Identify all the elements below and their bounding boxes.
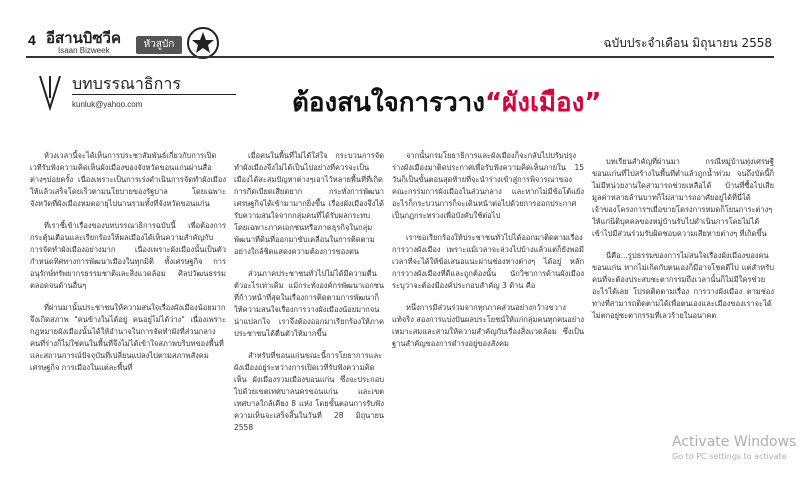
publication-logo-subtitle: Isaan Bizweek — [58, 46, 110, 55]
paragraph: ห้วงเวลานี้จะได้เห็นการประชาสัมพันธ์เกี่ยวกับการเปิดเวทีรับฟังความคิดเห็นผังเมืองของจังหวัดขอนแก่นผ่านสื่อต่างๆบ่อยครั้ง เนื่องเพราะเป็นการเร่งดำเนินการจัดทำผังเมืองให้แล้วเสร็จโดยเร็วตามนโยบายของรัฐบาล โดยเฉพาะจังหวัดที่ผังเมืองหมดอายุไปนานรวมทั้งที่จังหวัดขอนแก่น — [30, 151, 226, 208]
column-title-underline — [72, 94, 236, 95]
editorial-column-badge — [30, 70, 236, 128]
paragraph: ส่วนภาคประชาชนทั่วไปไม่ได้มีความตื่นตัวอะไรเท่าเดิม แม้กระทั่งองค์กรพัฒนาเอกชนที่ก้าวหน้าที่สุดในเรื่องการติดตามการพัฒนาก็ให้ความสนใจเรื่องการวางผังเมืองน้อยมากจนน่าแปลกใจ เราจึงต้องออกมาเรียกร้องให้ภาคประชาชนได้ตื่นตัวให้มากขึ้น — [234, 269, 384, 338]
paragraph: หนึ่งการมีส่วนร่วมจากทุกภาคส่วนอย่างกว้างขวางแท้จริง สองการแบ่งปันผลประโยชน์ให้แก่กลุ่มคนทุกคนอย่างเหมาะสมและสามให้ความสำคัญกับเรื่องสิ่งแวดล้อม ซึ่งเป็นฐานสำคัญของการดำรงอยู่ของสังคม — [392, 303, 584, 348]
paragraph: เราขอเรียกร้องให้ประชาชนทั่วไปได้ออกมาติดตามเรื่องการวางผังเมือง เพราะแม้เวลาจะล่วงไปบ้างแล้วแต่ก็ยังพอมีเวลาที่จะได้ให้ข้อเสนอแนะผ่านช่องทางต่างๆ ได้อยู่ หลักการวางผังเมืองที่ดีและถูกต้องนั้น นักวิชาการด้านผังเมืองระบุว่าจะต้องมีองค์ประกอบสำคัญ 3 ด้าน คือ — [392, 233, 584, 290]
paragraph: บทเรียนสำคัญที่ผ่านมา กรณีหมู่บ้านทุ่งเศรษฐี ขอนแก่นที่ไปสร้างในพื้นที่ต่ำแล้วถูกน้ำท่วม จนถึงบัดนี้ก็ไม่มีหน่วยงานใดสามารถช่วยเหลือได้ บ้านที่ซื้อไปเสียมูลค่าหลายล้านบาทก็ไม่สามารถอาศัยอยู่ได้ที่นี่ได้ เจ้าของโครงการฯเมื่อขายโครงการหมดก็โยนภาระต่างๆ ให้แก่นิติบุคคลของหมู่บ้านรับไปดำเนินการโดยไม่ได้เข้าไปมีส่วนร่วมรับผิดชอบความเสียหายต่างๆ ที่เกิดขึ้น — [592, 157, 774, 238]
star-badge-icon — [186, 26, 220, 60]
article-headline — [292, 82, 601, 123]
column-email: kunluk@yahoo.com — [72, 100, 143, 109]
paragraph: เมื่อคนในพื้นที่ไม่ได้ใส่ใจ กระบวนการจัดทำผังเมืองจึงไม่ได้เป็นไปอย่างที่ควรจะเป็น เมืองได้สะสมปัญหาต่างๆเอาไว้หลายพื้นที่ที่เกิดการกีดเบียดเสียดยาก กระทั่งการพัฒนาเศรษฐกิจได้เข้ามามากยิ่งขึ้น เรื่องผังเมืองจึงได้รับความสนใจจากกลุ่มคนที่ได้รับผลกระทบ โดยเฉพาะภาคเอกชนหรือภาคธุรกิจในกลุ่มพัฒนาที่ดินที่ออกมาขับเคลื่อนในการติดตามอย่างใกล้ชิดแสดงความต้องการของตน — [234, 151, 384, 256]
publication-logo: อีสานบิซวีค — [46, 29, 121, 47]
section-label: หัวสูบัก — [136, 36, 182, 54]
page-header — [0, 0, 800, 60]
paragraph: ที่เราชี้เข้าเรื่องของบทบรรณาธิการฉบับนี้ เพื่อต้องการกระตุ้นเตือนและเรียกร้องให้ผลเมืองได้เห็นความสำคัญกับการจัดทำผังเมืองอย่างมาก เนื่องเพราะผังเมืองนั้นเป็นตัวกำหนดทิศทางการพัฒนาเมืองในทุกมิติ ทั้งเศรษฐกิจ การอนุรักษ์ทรัพยากรธรรมชาติและสิ่งแวดล้อม ศิลปวัฒนธรรมตลอดจนด้านอื่นๆ — [30, 221, 226, 290]
article-column-1 — [30, 150, 226, 384]
page-number: 4 — [28, 32, 36, 48]
column-title: บทบรรณาธิการ — [72, 74, 181, 93]
ink-pen-icon — [36, 72, 64, 112]
header-divider — [26, 56, 774, 58]
paragraph: ที่ผ่านมานั้นประชาชนให้ความสนใจเรื่องผังเมืองน้อยมากจึงเกิดสภาพ "คนข้างในได้อยู่ คนอยู่ไม่ได้ว่าง" เนื่องเพราะกฎหมายผังเมืองนั้นได้ให้อำนาจในการจัดทำผังที่ส่วนกลาง คนที่ร่างก็ไม่ใช่คนในพื้นที่จึงไม่ได้เข้าใจสภาพบริบทของพื้นที่และสถานการณ์ปัจจุบันที่เปลี่ยนแปลงไปตามสภาพสังคม เศรษฐกิจ การเมืองในแต่ละพื้นที่ — [30, 303, 226, 372]
paragraph: สำหรับที่ขอนแก่นขณะนี้การโยธาการและผังเมืองอยู่ระหว่างการเปิดเวทีรับฟังความคิดเห็น ผังเมืองรวมเมืองขอนแก่น ซึ่งจะประกอบไปด้วยเขตเทศบาลนครขอนแก่น และเขตเทศบาลใกล้เคียง 8 แห่ง โดยขั้นตอนการรับฟังความเห็นจะเสร็จสิ้นในวันที่ 28 มิถุนายน 2558 — [234, 351, 384, 432]
activation-watermark-title: Activate Windows — [672, 434, 797, 450]
headline-main: ต้องสนใจการวาง — [292, 88, 485, 118]
article-column-2 — [234, 150, 384, 444]
article-column-4 — [592, 156, 774, 332]
activation-watermark-subtitle: Go to PC settings to activate — [672, 452, 787, 461]
paragraph: นี่คือ...รูปธรรมของการไม่สนใจเรื่องผังเมืองของคนขอนแก่น หากไม่เกิดกับตนเองก็มีอาจโชคดีไป แต่สำหรับคนที่จะต้องประสบชะตากรรมถึงเวลานั้นก็ไม่มีใครช่วยอะไรได้เลย โปรดติดตามเรื่อง การวางผังเมือง ตามช่องทางที่สามารถติดตามได้เพื่อตนเองและเมืองของเราจะได้ไม่ตกอยู่ชะตากรรมที่เลวร้ายในอนาคต — [592, 251, 774, 320]
headline-quoted: “ผังเมือง” — [484, 88, 602, 118]
paragraph: จากนั้นกรมโยธาธิการและผังเมืองก็จะกลับไปปรับปรุงร่างผังเมืองมาติดประกาศเพื่อรับฟังความคิดเห็นภายใน 15 วันก็เป็นขั้นตอนสุดท้ายที่จะนำร่างเข้าสู่การพิจารณาของคณะกรรมการผังเมืองในส่วนกลาง และหากไม่มีข้อโต้แย้งอะไรก็กระบวนการก็จะเดินหน้าต่อไปด้วยการออกประกาศเป็นกฎกระทรวงเพื่อบังคับใช้ต่อไป — [392, 151, 584, 220]
article-column-3 — [392, 150, 584, 360]
edition-date: ฉบับประจำเดือน มิถุนายน 2558 — [603, 36, 772, 50]
